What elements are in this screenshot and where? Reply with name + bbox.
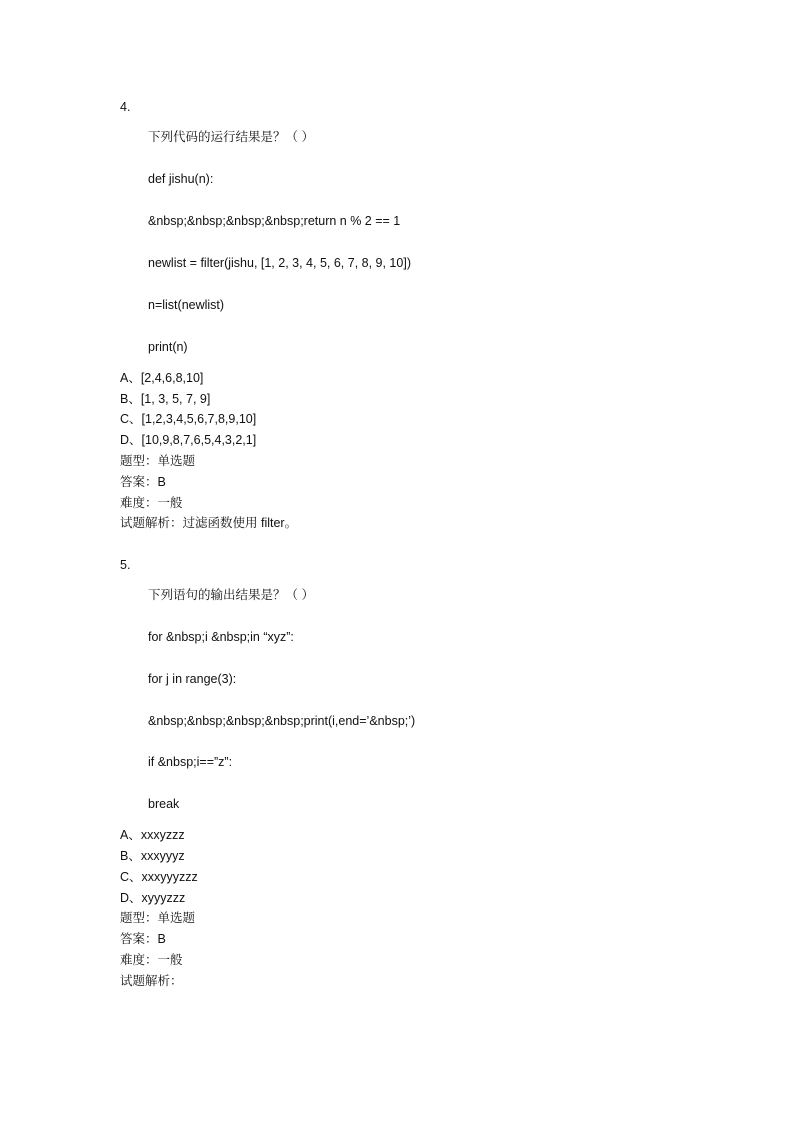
code-line: print(n): [148, 340, 188, 354]
option-c: C、xxxyyyzzz: [120, 870, 198, 884]
option-d: D、xyyyzzz: [120, 891, 186, 905]
question-type: 题型：单选题: [120, 911, 196, 925]
analysis: 试题解析：过滤函数使用 filter。: [120, 516, 298, 530]
code-line: &nbsp;&nbsp;&nbsp;&nbsp;print(i,end=’&nbsp;’): [148, 714, 416, 728]
option-a: A、xxxyzzz: [120, 828, 185, 842]
code-line: &nbsp;&nbsp;&nbsp;&nbsp;return n % 2 == 1: [148, 214, 401, 228]
option-a: A、[2,4,6,8,10]: [120, 371, 204, 385]
difficulty: 难度：一般: [120, 496, 183, 510]
code-line: break: [148, 797, 180, 811]
code-line: for &nbsp;i &nbsp;in “xyz”:: [148, 630, 294, 644]
question-prompt: 下列代码的运行结果是？（ ）: [148, 130, 314, 144]
question-type: 题型：单选题: [120, 454, 196, 468]
answer: 答案：B: [120, 475, 166, 489]
code-line: for j in range(3):: [148, 672, 237, 686]
question-prompt: 下列语句的输出结果是？（ ）: [148, 588, 314, 602]
difficulty: 难度：一般: [120, 953, 183, 967]
question-number: 5.: [120, 558, 131, 572]
answer: 答案：B: [120, 932, 166, 946]
option-b: B、xxxyyyz: [120, 849, 185, 863]
analysis: 试题解析：: [120, 974, 183, 988]
option-b: B、[1, 3, 5, 7, 9]: [120, 392, 211, 406]
code-line: n=list(newlist): [148, 298, 225, 312]
code-line: newlist = filter(jishu, [1, 2, 3, 4, 5, 6, 7, 8, 9, 10]): [148, 256, 411, 270]
option-c: C、[1,2,3,4,5,6,7,8,9,10]: [120, 412, 257, 426]
question-number: 4.: [120, 100, 131, 114]
option-d: D、[10,9,8,7,6,5,4,3,2,1]: [120, 433, 257, 447]
code-line: if &nbsp;i==”z”:: [148, 755, 233, 769]
code-line: def jishu(n):: [148, 172, 214, 186]
